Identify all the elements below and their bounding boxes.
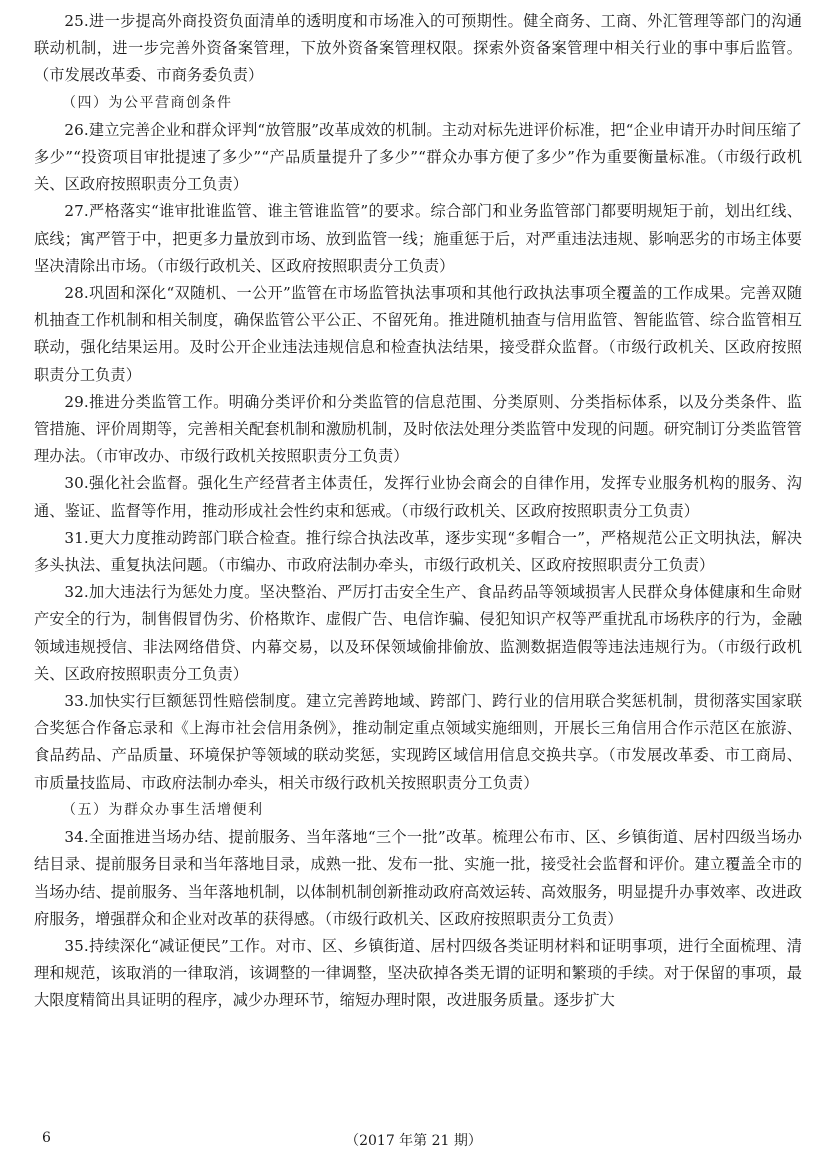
section-heading-4: （四）为公平营商创条件: [62, 94, 233, 111]
document-body: [34, 8, 802, 1015]
issue-label: （2017 年第 21 期）: [345, 1133, 482, 1149]
page-number: 6: [42, 1130, 51, 1146]
paragraph-27: 27.严格落实“谁审批谁监管、谁主管谁监管”的要求。综合部门和业务监管部门都要明规矩于前，划出红线、底线；寓严管于中，把更多力量放到市场、放到监管一线；施重惩于后，对严重违法违规、影响恶劣的市场主体要坚决清除出市场。（市级行政机关、区政府按照职责分工负责）: [34, 202, 802, 275]
paragraph-35: 35.持续深化“减证便民”工作。对市、区、乡镇街道、居村四级各类证明材料和证明事项，进行全面梳理、清理和规范，该取消的一律取消，该调整的一律调整，坚决砍掉各类无谓的证明和繁琐的手续。对于保留的事项，最大限度精简出具证明的程序，减少办理环节，缩短办理时限，改进服务质量。逐步扩大: [34, 936, 802, 1010]
page-footer: [0, 1130, 827, 1154]
paragraph-34: 34.全面推进当场办结、提前服务、当年落地“三个一批”改革。梳理公布市、区、乡镇街道、居村四级当场办结目录、提前服务目录和当年落地目录，成熟一批、发布一批、实施一批，接受社会监督和评价。建立覆盖全市的当场办结、提前服务、当年落地机制，以体制机制创新推动政府高效运转、高效服务，明显提升办事效率、改进政府服务，增强群众和企业对改革的获得感。（市级行政机关、区政府按照职责分工负责）: [34, 828, 802, 928]
section-heading-5: （五）为群众办事生活增便利: [62, 801, 264, 818]
paragraph-31: 31.更大力度推动跨部门联合检查。推行综合执法改革，逐步实现“多帽合一”，严格规范公正文明执法，解决多头执法、重复执法问题。（市编办、市政府法制办牵头，市级行政机关、区政府按照职责分工负责）: [34, 528, 802, 575]
paragraph-25: 25.进一步提高外商投资负面清单的透明度和市场准入的可预期性。健全商务、工商、外汇管理等部门的沟通联动机制，进一步完善外资备案管理，下放外资备案管理权限。探索外资备案管理中相关行业的事中事后监管。（市发展改革委、市商务委负责）: [34, 12, 802, 85]
paragraph-26: 26.建立完善企业和群众评判“放管服”改革成效的机制。主动对标先进评价标准，把“企业申请开办时间压缩了多少”“投资项目审批提速了多少”“产品质量提升了多少”“群众办事方便了多少”作为重要衡量标准。（市级行政机关、区政府按照职责分工负责）: [34, 120, 802, 194]
paragraph-28: 28.巩固和深化“双随机、一公开”监管在市场监管执法事项和其他行政执法事项全覆盖的工作成果。完善双随机抽查工作机制和相关制度，确保监管公平公正、不留死角。推进随机抽查与信用监管、智能监管、综合监管相互联动，强化结果运用。及时公开企业违法违规信息和检查执法结果，接受群众监督。（市级行政机关、区政府按照职责分工负责）: [34, 284, 802, 384]
paragraph-33: 33.加快实行巨额惩罚性赔偿制度。建立完善跨地域、跨部门、跨行业的信用联合奖惩机制，贯彻落实国家联合奖惩合作备忘录和《上海市社会信用条例》，推动制定重点领域实施细则，开展长三角信用合作示范区在旅游、食品药品、产品质量、环境保护等领域的联动奖惩，实现跨区域信用信息交换共享。（市发展改革委、市工商局、市质量技监局、市政府法制办牵头，相关市级行政机关按照职责分工负责）: [34, 692, 802, 792]
paragraph-30: 30.强化社会监督。强化生产经营者主体责任，发挥行业协会商会的自律作用，发挥专业服务机构的服务、沟通、鉴证、监督等作用，推动形成社会性约束和惩戒。（市级行政机关、区政府按照职责分工负责）: [34, 474, 802, 520]
paragraph-32: 32.加大违法行为惩处力度。坚决整治、严厉打击安全生产、食品药品等领域损害人民群众身体健康和生命财产安全的行为，制售假冒伪劣、价格欺诈、虚假广告、电信诈骗、侵犯知识产权等严重扰乱市场秩序的行为，金融领域违规授信、非法网络借贷、内幕交易，以及环保领域偷排偷放、监测数据造假等违法违规行为。（市级行政机关、区政府按照职责分工负责）: [34, 583, 802, 683]
paragraph-29: 29.推进分类监管工作。明确分类评价和分类监管的信息范围、分类原则、分类指标体系，以及分类条件、监管措施、评价周期等，完善相关配套机制和激励机制，及时依法处理分类监管中发现的问题。研究制订分类监管管理办法。（市审改办、市级行政机关按照职责分工负责）: [34, 392, 802, 466]
